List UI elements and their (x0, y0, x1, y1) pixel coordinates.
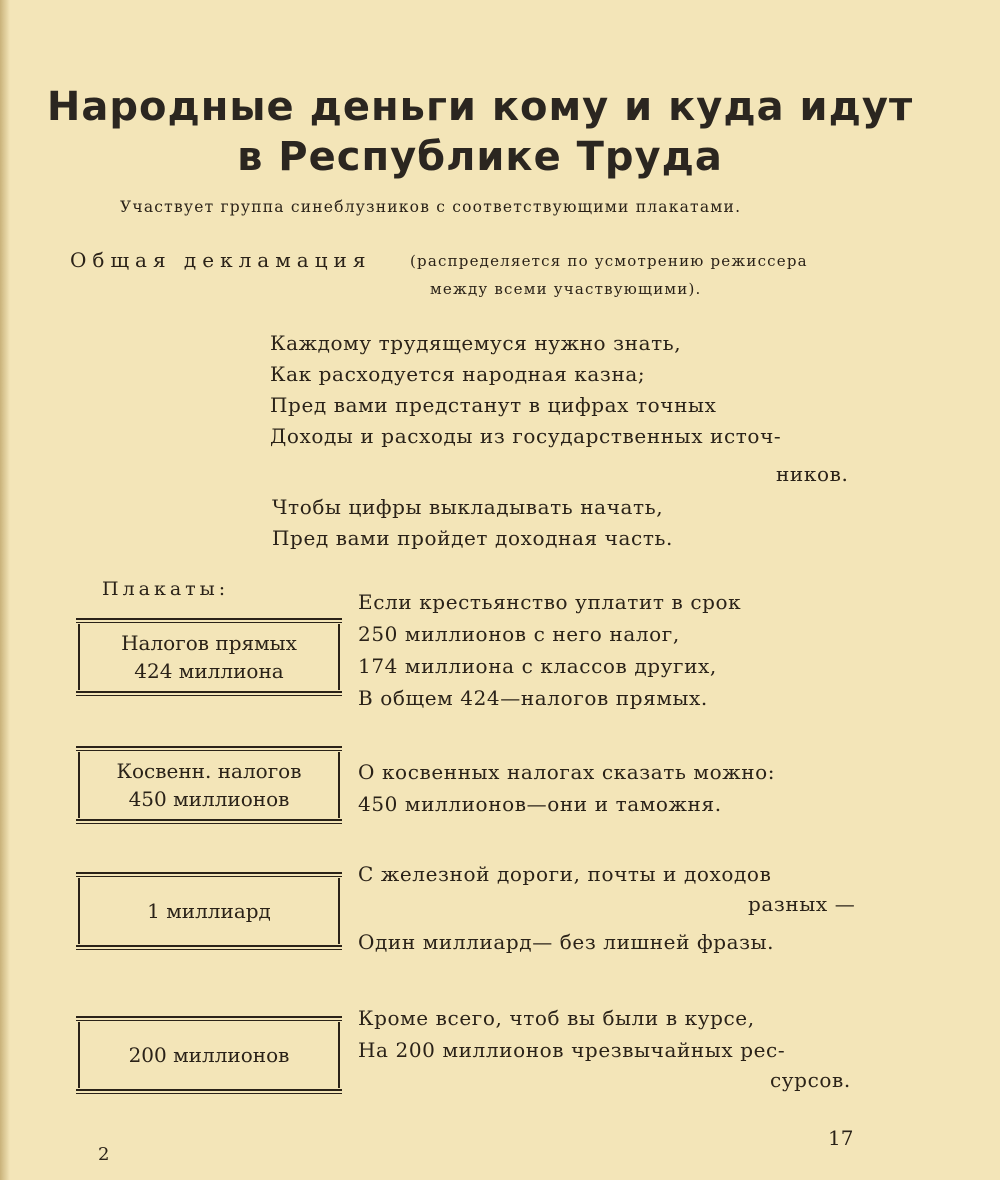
poster-two-hundred-million (78, 1022, 340, 1088)
posters-label: Плакаты: (102, 578, 230, 600)
verse-1-tail: ников. (776, 462, 849, 486)
poster-line: 200 миллионов (128, 1043, 290, 1067)
declamation-heading: Общая декламация (70, 248, 372, 272)
verse-line: Как расходуется народная казна; (270, 362, 646, 386)
verse-line: Доходы и расходы из государственных источ- (270, 424, 782, 448)
stanza-line: На 200 миллионов чрезвычайных рес- (358, 1038, 786, 1062)
page-number-left: 2 (98, 1144, 110, 1165)
stanza-2 (358, 756, 775, 820)
stanza-3-line-1: С железной дороги, почты и доходов (358, 862, 772, 886)
stanza-line: О косвенных налогах сказать можно: (358, 760, 776, 784)
verse-line: Каждому трудящемуся нужно знать, (270, 331, 682, 355)
poster-line: Налогов прямых (121, 631, 297, 655)
verse-line: Пред вами пройдет доходная часть. (272, 526, 673, 550)
poster-line: 450 миллионов (128, 787, 290, 811)
verse-2 (272, 492, 673, 554)
stanza-line: 450 миллионов—они и таможня. (358, 792, 722, 816)
stanza-1 (358, 586, 741, 714)
stanza-line: В общем 424—налогов прямых. (358, 686, 708, 710)
subtitle: Участвует группа синеблузников с соответствующими плакатами. (120, 198, 742, 216)
poster-line: 424 миллиона (134, 659, 284, 683)
poster-line: 1 миллиард (147, 899, 271, 923)
stanza-line: 250 миллионов с него налог, (358, 622, 680, 646)
stanza-4-tail: сурсов. (770, 1068, 851, 1092)
declamation-note-line-1: (распределяется по усмотрению режиссера (410, 252, 808, 270)
stanza-3-tail: разных — (748, 892, 856, 916)
stanza-line: 174 миллиона с классов других, (358, 654, 717, 678)
stanza-4 (358, 1002, 785, 1066)
title-line-2: в Республике Труда (237, 134, 723, 180)
verse-line: Пред вами предстанут в цифрах точных (270, 393, 717, 417)
page-edge-shadow (0, 0, 10, 1180)
stanza-3-line-2: Один миллиард— без лишней фразы. (358, 930, 775, 954)
stanza-line: Кроме всего, чтоб вы были в курсе, (358, 1006, 755, 1030)
declamation-note-line-2: между всеми участвующими). (430, 280, 702, 298)
poster-one-billion (78, 878, 340, 944)
poster-line: Косвенн. налогов (116, 759, 302, 783)
verse-1 (270, 328, 781, 452)
poster-indirect-taxes (78, 752, 340, 818)
verse-line: Чтобы цифры выкладывать начать, (272, 495, 664, 519)
poster-direct-taxes (78, 624, 340, 690)
title-line-1: Народные деньги кому и куда идут (46, 84, 914, 130)
stanza-line: Если крестьянство уплатит в срок (358, 590, 742, 614)
page-number-right: 17 (828, 1126, 854, 1150)
